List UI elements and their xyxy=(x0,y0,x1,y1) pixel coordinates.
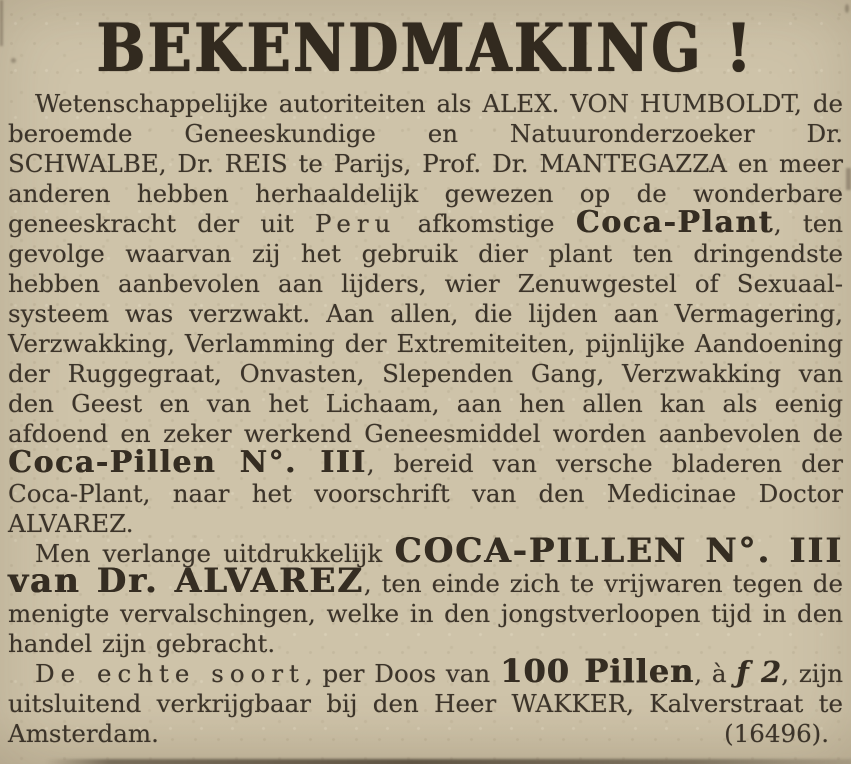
text-run: , zijn uitsluitend verkrijgbaar bij den Heer WAKKER, Kalverstraat te Amsterdam. xyxy=(8,659,843,748)
text-run: , ten einde zich te vrijwaren tegen de menigte vervalschingen, welke in den jongstverloopen tijd in den handel zijn gebracht. xyxy=(8,569,843,658)
quantity-100-pillen: 100 Pillen xyxy=(500,652,695,690)
emphasis-peru: Peru xyxy=(315,209,397,238)
text-run: , bereid van versche bladeren der Coca-Plant, naar het voorschrift van den Medicinae Doctor ALVAREZ. xyxy=(8,449,844,538)
text-run: Wetenschappelijke autoriteiten als ALEX. VON HUMBOLDT, de beroemde Geneeskundige en Natuuronderzoeker Dr. SCHWALBE, Dr. REIS te Parijs, Prof. Dr. MANTEGAZZA en meer anderen hebben herhaaldelijk gewezen op de wonderbare geneeskracht der uit xyxy=(8,89,843,238)
paper-smudge xyxy=(0,0,3,46)
ad-reference-number: (16496). xyxy=(724,719,829,748)
paper-smudge xyxy=(845,4,849,13)
text-run: , per Doos van xyxy=(304,659,501,688)
paragraph-warning xyxy=(8,531,844,659)
text-run: afkomstige xyxy=(396,209,576,238)
paper-smudge xyxy=(846,168,851,190)
text-run: Men verlange uitdrukkelijk xyxy=(35,539,395,568)
price-florin-2: ƒ 2 xyxy=(736,655,782,689)
bottom-column-rule xyxy=(45,759,851,764)
paper-smudge xyxy=(11,58,16,63)
ad-body xyxy=(0,86,851,749)
brand-coca-plant: Coca-Plant xyxy=(575,205,774,240)
ad-title: BEKENDMAKING ! xyxy=(96,9,755,88)
emphasis-de-echte-soort: De echte soort xyxy=(35,659,305,688)
text-run: , ten gevolge waarvan zij het gebruik dier plant ten dringendste hebben aanbevolen aan lijders, wier Zenuwgestel of Sexuaal-systeem was verzwakt. Aan allen, die lijden aan Vermagering, Verzwakking, Verlamming der Extremiteiten, pijnlijke Aandoening der Ruggegraat, Onvasten, Slependen Gang, Verzwakking van den Geest en van het Lichaam, aan hen allen kan als eenig afdoend en zeker werkend Geneesmiddel worden aanbevolen de xyxy=(8,209,843,448)
text-run: , à xyxy=(694,659,737,688)
brand-coca-pillen-alvarez: COCA-PILLEN N°. III van Dr. ALVAREZ xyxy=(8,531,844,601)
paragraph-intro xyxy=(8,89,843,539)
brand-coca-pillen-no3: Coca-Pillen N°. III xyxy=(8,445,367,480)
paragraph-price xyxy=(8,652,843,749)
